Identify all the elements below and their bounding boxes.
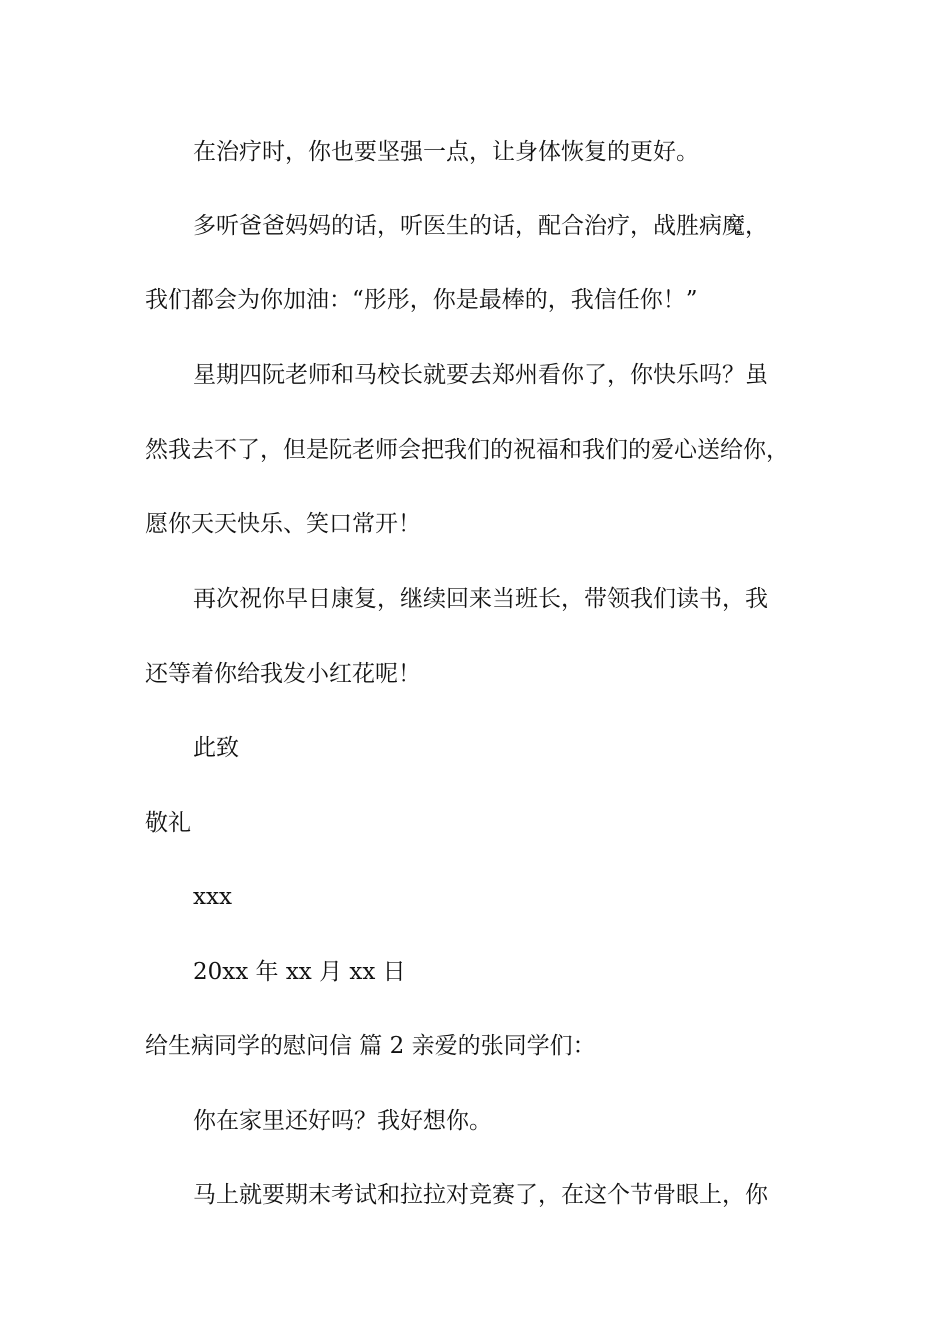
text-line: 在治疗时，你也要坚强一点，让身体恢复的更好。 bbox=[193, 139, 699, 165]
text-line: 星期四阮老师和马校长就要去郑州看你了，你快乐吗？虽 bbox=[193, 362, 768, 388]
salutation-line: 敬礼 bbox=[145, 810, 191, 836]
section-heading: 给生病同学的慰问信 篇 2 亲爱的张同学们： bbox=[145, 1033, 596, 1059]
text-line: 多听爸爸妈妈的话，听医生的话，配合治疗，战胜病魔， bbox=[193, 213, 768, 239]
salutation-line: 此致 bbox=[193, 735, 239, 761]
text-line: 你在家里还好吗？我好想你。 bbox=[193, 1108, 492, 1134]
date-line: 20xx 年 xx 月 xx 日 bbox=[193, 959, 406, 985]
text-line: 再次祝你早日康复，继续回来当班长，带领我们读书，我 bbox=[193, 586, 768, 612]
signature-line: xxx bbox=[193, 884, 232, 910]
text-line: 我们都会为你加油：“彤彤，你是最棒的，我信任你！” bbox=[145, 287, 698, 313]
text-line: 还等着你给我发小红花呢！ bbox=[145, 661, 421, 687]
text-line: 愿你天天快乐、笑口常开！ bbox=[145, 511, 421, 537]
text-line: 然我去不了，但是阮老师会把我们的祝福和我们的爱心送给你， bbox=[145, 437, 789, 463]
text-line: 马上就要期末考试和拉拉对竞赛了，在这个节骨眼上，你 bbox=[193, 1182, 768, 1208]
